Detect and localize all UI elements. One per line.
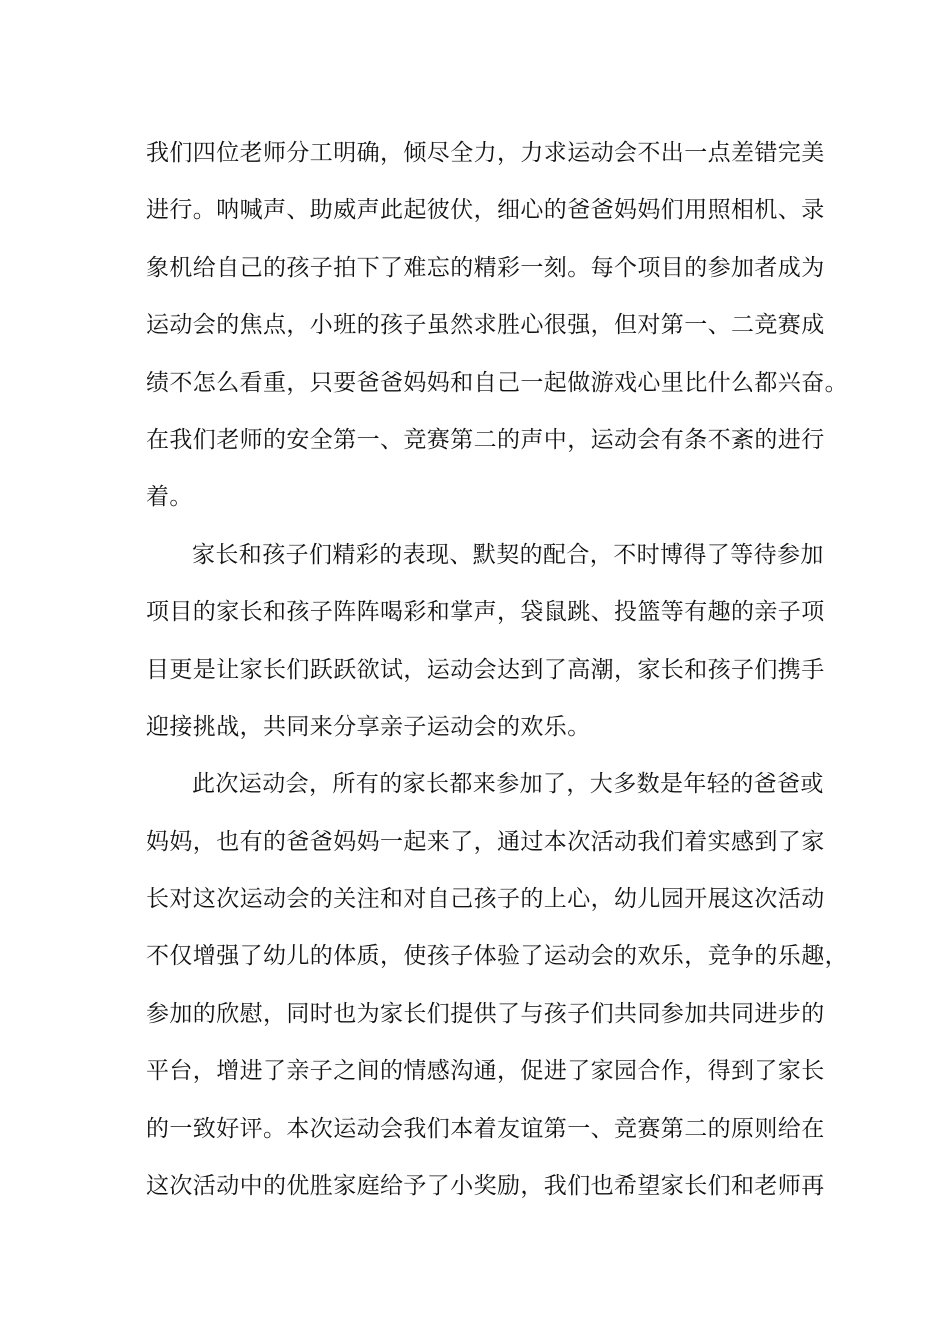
paragraph-1-line-2: 进行。呐喊声、助威声此起彼伏，细心的爸爸妈妈们用照相机、录 — [146, 197, 825, 224]
paragraph-3-line-2: 妈妈，也有的爸爸妈妈一起来了，通过本次活动我们着实感到了家 — [146, 828, 825, 855]
paragraph-3-line-6: 平台，增进了亲子之间的情感沟通，促进了家园合作，得到了家长 — [146, 1058, 825, 1085]
paragraph-1-line-4: 运动会的焦点，小班的孩子虽然求胜心很强，但对第一、二竞赛成 — [146, 312, 825, 339]
paragraph-2-line-1: 家长和孩子们精彩的表现、默契的配合，不时博得了等待参加 — [192, 541, 824, 568]
paragraph-2-line-2: 项目的家长和孩子阵阵喝彩和掌声，袋鼠跳、投篮等有趣的亲子项 — [146, 599, 825, 626]
paragraph-3-line-1: 此次运动会，所有的家长都来参加了，大多数是年轻的爸爸或 — [192, 771, 824, 798]
paragraph-3-line-5: 参加的欣慰，同时也为家长们提供了与孩子们共同参加共同进步的 — [146, 1000, 825, 1027]
paragraph-1-line-3: 象机给自己的孩子拍下了难忘的精彩一刻。每个项目的参加者成为 — [146, 254, 825, 281]
paragraph-2-line-3: 目更是让家长们跃跃欲试，运动会达到了高潮，家长和孩子们携手 — [146, 656, 825, 683]
paragraph-3-line-8: 这次活动中的优胜家庭给予了小奖励，我们也希望家长们和老师再 — [146, 1173, 825, 1200]
paragraph-3 — [146, 759, 848, 1218]
paragraph-1-line-5: 绩不怎么看重，只要爸爸妈妈和自己一起做游戏心里比什么都兴奋。 — [146, 369, 848, 396]
paragraph-1-line-1: 我们四位老师分工明确，倾尽全力，力求运动会不出一点差错完美 — [146, 140, 825, 166]
paragraph-3-line-4: 不仅增强了幼儿的体质，使孩子体验了运动会的欢乐，竞争的乐趣， — [146, 943, 848, 970]
paragraph-2 — [146, 530, 826, 760]
paragraph-3-line-7: 的一致好评。本次运动会我们本着友谊第一、竞赛第二的原则给在 — [146, 1115, 825, 1142]
paragraph-1 — [146, 128, 848, 530]
paragraph-2-line-4: 迎接挑战，共同来分享亲子运动会的欢乐。 — [146, 713, 591, 740]
paragraph-1-line-6: 在我们老师的安全第一、竞赛第二的声中，运动会有条不紊的进行 — [146, 426, 825, 453]
paragraph-3-line-3: 长对这次运动会的关注和对自己孩子的上心，幼儿园开展这次活动 — [146, 886, 825, 913]
paragraph-1-line-7: 着。 — [146, 484, 193, 511]
document-body — [146, 128, 848, 1218]
